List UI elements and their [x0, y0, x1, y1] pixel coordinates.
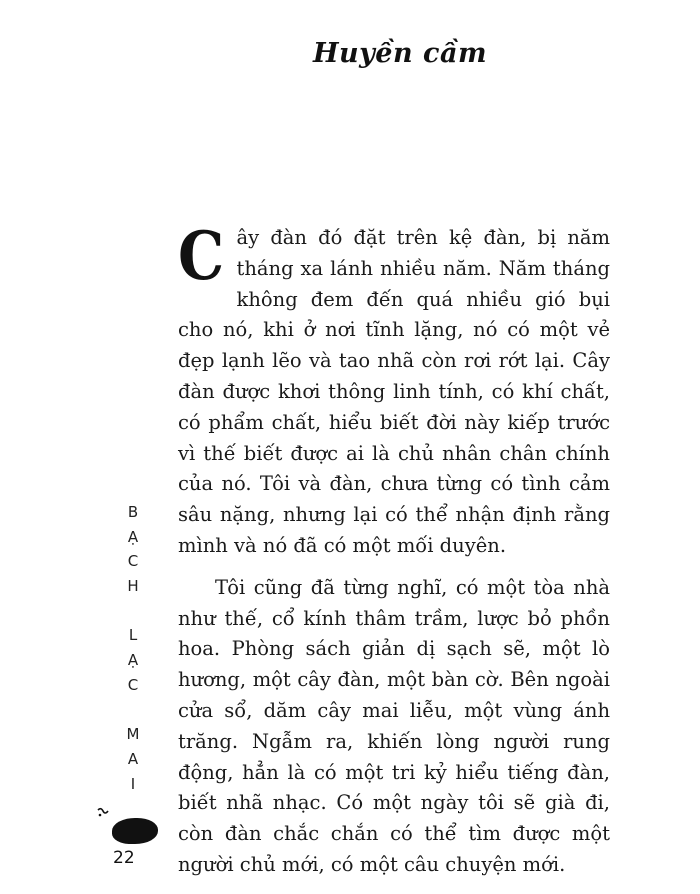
ink-blot-ornament — [112, 818, 158, 844]
body-text — [178, 217, 610, 881]
author-letter: B — [127, 503, 139, 521]
side-author-name — [118, 500, 148, 796]
author-letter: C — [127, 675, 139, 694]
chapter-title: Huyền cầm — [312, 38, 488, 69]
author-letter: Ạ — [127, 651, 139, 670]
author-letter: I — [130, 774, 136, 793]
paragraph-1 — [178, 217, 610, 562]
paragraph-2: Tôi cũng đã từng nghĩ, có một tòa nhà như thế, cổ kính thâm trầm, lược bỏ phồn hoa. Phòng sách giản dị sạch sẽ, một lò hương, một cây đàn, một bàn cờ. Bên ngoài cửa sổ, dăm cây mai liễu, một vùng ánh trăng. Ngẫm ra, khiến lòng người rung động, hẳn là có một tri kỷ hiểu tiếng đàn, biết nhã nhạc. Có một ngày tôi sẽ già đi, còn đàn chắc chắn có thể tìm được một người chủ mới, có một câu chuyện mới. — [178, 575, 610, 876]
author-letter: A — [127, 749, 139, 768]
ornament-icon — [96, 806, 114, 820]
word-gap — [118, 698, 148, 723]
author-letter: L — [128, 626, 138, 645]
author-letter: Ạ — [127, 527, 139, 546]
word-gap — [118, 599, 148, 624]
author-letter: M — [126, 725, 140, 744]
author-letter: C — [127, 552, 139, 571]
drop-cap: C — [178, 217, 225, 295]
paragraph-1-text: ây đàn đó đặt trên kệ đàn, bị năm tháng xa lánh nhiều năm. Năm tháng không đem đến quá nhiều gió bụi cho nó, khi ở nơi tĩnh lặng, nó có một vẻ đẹp lạnh lẽo và tao nhã còn rơi rớt lại. Cây đàn được khơi thông linh tính, có khí chất, có phẩm chất, hiểu biết đời này kiếp trước vì thế biết được ai là chủ nhân chân chính của nó. Tôi và đàn, chưa từng có tình cảm sâu nặng, nhưng lại có thể nhận định rằng mình và nó đã có một mối duyên. — [178, 226, 610, 557]
page-number: 22 — [113, 848, 135, 868]
author-letter: H — [127, 577, 139, 596]
